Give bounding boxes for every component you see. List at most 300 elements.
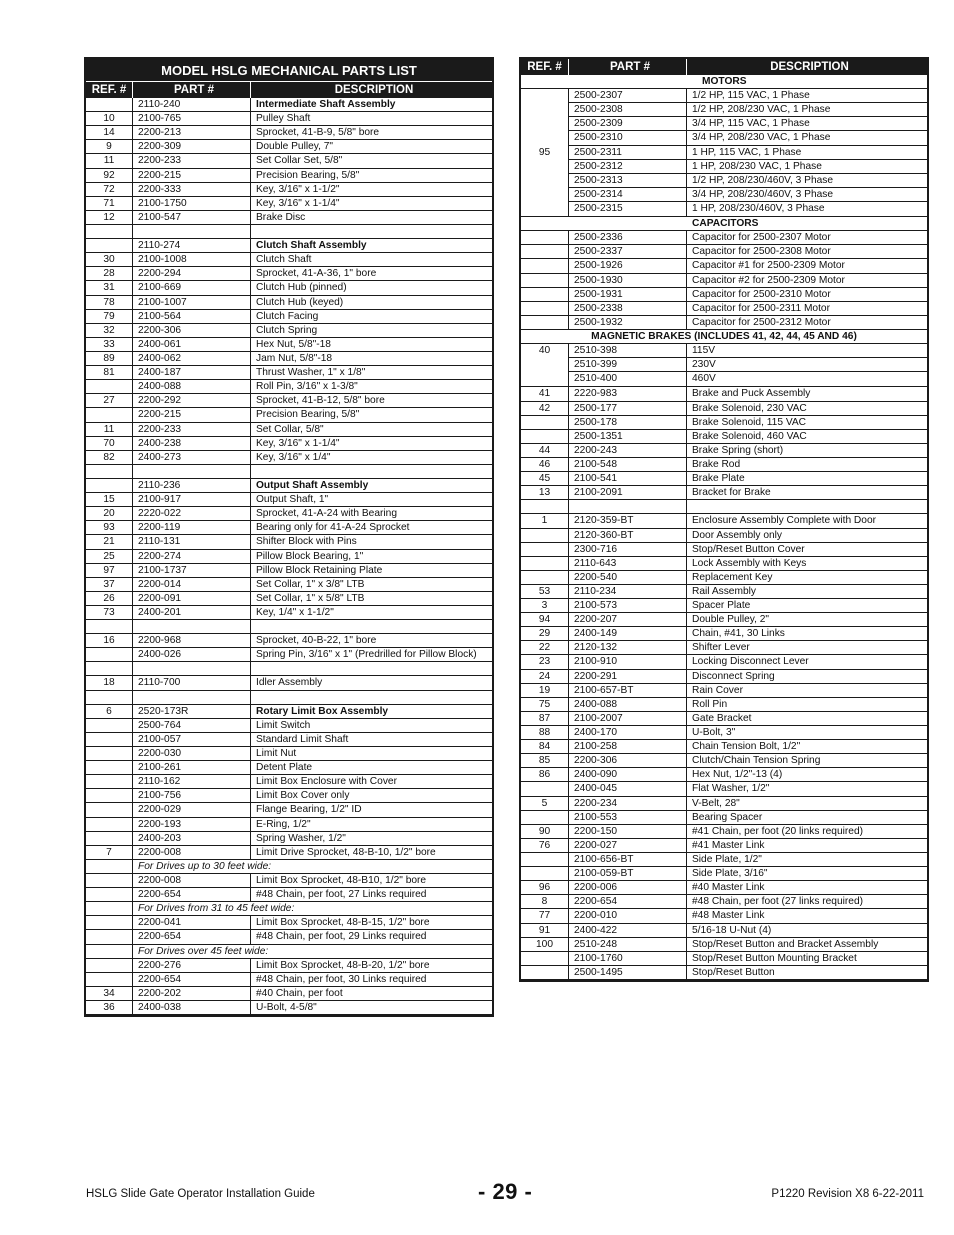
ref-cell: 22 bbox=[521, 641, 569, 654]
description-cell: Jam Nut, 5/8"-18 bbox=[256, 352, 333, 364]
part-number-cell: 2500-2336 bbox=[569, 231, 687, 244]
description-cell: Flange Bearing, 1/2" ID bbox=[256, 804, 362, 816]
part-number-cell: 2200-292 bbox=[133, 394, 251, 407]
part-row bbox=[569, 160, 927, 174]
description-cell: Stop/Reset Button bbox=[692, 966, 775, 978]
part-number-cell: 2100-553 bbox=[569, 811, 687, 824]
part-row bbox=[521, 543, 927, 557]
part-number-cell: 2100-1737 bbox=[133, 564, 251, 577]
description-cell: 115V bbox=[692, 345, 716, 357]
part-number-cell: 2200-294 bbox=[133, 267, 251, 280]
part-number-cell: 2110-700 bbox=[133, 676, 251, 689]
ref-cell: 88 bbox=[521, 726, 569, 739]
description-cell: Sprocket, 40-B-22, 1" bore bbox=[256, 635, 377, 647]
part-row bbox=[521, 274, 927, 288]
part-number-cell: 2400-088 bbox=[133, 380, 251, 393]
part-row bbox=[86, 112, 492, 126]
part-number-cell: 2400-238 bbox=[133, 437, 251, 450]
ref-cell: 19 bbox=[521, 684, 569, 697]
part-row bbox=[521, 571, 927, 585]
ref-cell bbox=[521, 274, 569, 287]
part-number-cell: 2500-178 bbox=[569, 416, 687, 429]
ref-cell: 3 bbox=[521, 599, 569, 612]
assembly-row bbox=[86, 98, 492, 112]
description-cell: 3/4 HP, 208/230 VAC, 1 Phase bbox=[692, 132, 831, 144]
part-row bbox=[521, 430, 927, 444]
part-number-cell: 2400-045 bbox=[569, 782, 687, 795]
description-cell: U-Bolt, 4-5/8" bbox=[256, 1002, 317, 1013]
part-number-cell: 2200-243 bbox=[569, 444, 687, 457]
part-number-cell: 2110-131 bbox=[133, 535, 251, 548]
ref-cell: 87 bbox=[521, 712, 569, 725]
part-row bbox=[86, 888, 492, 902]
ref-cell: 5 bbox=[521, 797, 569, 810]
part-number-cell: 2100-547 bbox=[133, 211, 251, 224]
description-cell: Key, 3/16" x 1-1/4" bbox=[256, 437, 340, 449]
brake-rows bbox=[521, 387, 927, 500]
ref-cell bbox=[86, 465, 133, 478]
ref-cell: 72 bbox=[86, 183, 133, 196]
part-number-cell: 2220-022 bbox=[133, 507, 251, 520]
part-number-cell: 2200-010 bbox=[569, 909, 687, 922]
desc-cell bbox=[251, 662, 492, 675]
part-row bbox=[521, 853, 927, 867]
description-cell: Rail Assembly bbox=[692, 585, 756, 597]
description-cell: Clutch Spring bbox=[256, 324, 318, 336]
part-number-cell: 2200-041 bbox=[133, 916, 251, 929]
description-cell: Capacitor for 2500-2311 Motor bbox=[692, 302, 830, 314]
ref-cell: 92 bbox=[86, 169, 133, 182]
part-number-cell: 2200-233 bbox=[133, 423, 251, 436]
motors-group bbox=[521, 89, 927, 217]
capacitor-rows bbox=[521, 231, 927, 330]
ref-cell: 11 bbox=[86, 154, 133, 167]
ref-header: REF. # bbox=[521, 59, 569, 75]
description-cell: #40 Chain, per foot bbox=[256, 987, 343, 999]
part-row bbox=[569, 202, 927, 216]
footer-guide-title: HSLG Slide Gate Operator Installation Guide bbox=[86, 1188, 315, 1200]
ref-cell: 77 bbox=[521, 909, 569, 922]
part-number-cell: 2500-2307 bbox=[569, 89, 687, 102]
part-row bbox=[86, 154, 492, 168]
part-row bbox=[521, 557, 927, 571]
description-cell: Hex Nut, 5/8"-18 bbox=[256, 338, 331, 350]
note-text: For Drives over 45 feet wide: bbox=[138, 945, 269, 957]
description-cell: Pillow Block Bearing, 1" bbox=[256, 550, 364, 562]
part-number-cell: 2400-203 bbox=[133, 832, 251, 845]
part-number-cell: 2500-2310 bbox=[569, 131, 687, 144]
part-row bbox=[86, 211, 492, 225]
part-number-cell: 2500-1931 bbox=[569, 288, 687, 301]
description-cell: Replacement Key bbox=[692, 571, 773, 583]
part-number-cell: 2100-1007 bbox=[133, 296, 251, 309]
part-number-cell: 2100-756 bbox=[133, 789, 251, 802]
description-cell: Shifter Block with Pins bbox=[256, 536, 357, 548]
part-number-cell: 2100-059-BT bbox=[569, 867, 687, 880]
assembly-row bbox=[86, 239, 492, 253]
part-number-cell: 2100-765 bbox=[133, 112, 251, 125]
part-number-cell: 2500-1926 bbox=[569, 259, 687, 272]
assembly-row bbox=[86, 705, 492, 719]
ref-cell: 20 bbox=[86, 507, 133, 520]
part-number-cell: 2510-400 bbox=[569, 372, 687, 386]
description-cell: 1 HP, 208/230 VAC, 1 Phase bbox=[692, 160, 822, 172]
part-row bbox=[569, 358, 927, 372]
part-number-cell: 2100-2091 bbox=[569, 486, 687, 499]
part-number-cell: 2400-038 bbox=[133, 1001, 251, 1014]
motors-ref: 95 bbox=[521, 89, 569, 216]
part-number-cell: 2400-422 bbox=[569, 924, 687, 937]
ref-cell: 90 bbox=[521, 825, 569, 838]
description-cell: Set Collar, 1" x 3/8" LTB bbox=[256, 578, 365, 590]
part-row bbox=[521, 585, 927, 599]
description-cell: #40 Master Link bbox=[692, 882, 765, 894]
part-number-cell: 2200-654 bbox=[569, 895, 687, 908]
part-row bbox=[521, 811, 927, 825]
part-row bbox=[521, 909, 927, 923]
part-row bbox=[521, 726, 927, 740]
part-row bbox=[521, 316, 927, 330]
ref-cell bbox=[86, 733, 133, 746]
description-cell: #41 Master Link bbox=[692, 839, 765, 851]
part-row bbox=[521, 402, 927, 416]
part-number-cell: 2200-029 bbox=[133, 803, 251, 816]
part-row bbox=[521, 754, 927, 768]
part-row bbox=[86, 761, 492, 775]
part-row bbox=[86, 959, 492, 973]
part-row bbox=[86, 169, 492, 183]
description-cell: 1 HP, 208/230/460V, 3 Phase bbox=[692, 202, 825, 214]
part-row bbox=[521, 712, 927, 726]
ref-cell: 28 bbox=[86, 267, 133, 280]
part-number-cell: 2500-2337 bbox=[569, 245, 687, 258]
part-row bbox=[86, 310, 492, 324]
part-cell bbox=[133, 691, 251, 704]
ref-cell: 97 bbox=[86, 564, 133, 577]
ref-cell: 24 bbox=[521, 670, 569, 683]
ref-cell bbox=[521, 430, 569, 443]
description-cell: Chain, #41, 30 Links bbox=[692, 628, 785, 640]
part-number-cell: 2500-1351 bbox=[569, 430, 687, 443]
part-row bbox=[86, 775, 492, 789]
section-label: MAGNETIC BRAKES (INCLUDES 41, 42, 44, 45 AND 46) bbox=[591, 330, 857, 342]
part-row bbox=[521, 529, 927, 543]
ref-cell bbox=[86, 916, 133, 929]
part-row bbox=[86, 380, 492, 394]
description-cell: Set Collar, 1" x 5/8" LTB bbox=[256, 592, 365, 604]
part-row bbox=[86, 352, 492, 366]
part-row bbox=[569, 372, 927, 386]
brake-voltage-group bbox=[521, 344, 927, 387]
part-number-cell: 2500-764 bbox=[133, 719, 251, 732]
part-number-cell: 2200-333 bbox=[133, 183, 251, 196]
ref-cell bbox=[521, 231, 569, 244]
part-number-cell: 2200-213 bbox=[133, 126, 251, 139]
ref-cell bbox=[521, 557, 569, 570]
ref-cell bbox=[86, 761, 133, 774]
part-number-cell: 2400-201 bbox=[133, 606, 251, 619]
ref-cell: 96 bbox=[521, 881, 569, 894]
ref-cell bbox=[521, 259, 569, 272]
ref-cell: 36 bbox=[86, 1001, 133, 1014]
part-number-cell: 2120-132 bbox=[569, 641, 687, 654]
ref-cell: 94 bbox=[521, 613, 569, 626]
part-number-cell: 2100-1008 bbox=[133, 253, 251, 266]
ref-header: REF. # bbox=[86, 82, 133, 98]
description-cell: Key, 3/16" x 1-1/2" bbox=[256, 183, 340, 195]
part-cell bbox=[133, 662, 251, 675]
part-row bbox=[86, 832, 492, 846]
part-number-cell: 2100-057 bbox=[133, 733, 251, 746]
part-row bbox=[521, 740, 927, 754]
description-cell: Limit Switch bbox=[256, 719, 311, 731]
description-cell: Precision Bearing, 5/8" bbox=[256, 409, 360, 421]
ref-cell: 30 bbox=[86, 253, 133, 266]
ref-cell: 11 bbox=[86, 423, 133, 436]
part-row bbox=[521, 458, 927, 472]
part-number-cell: 2200-215 bbox=[133, 408, 251, 421]
ref-cell bbox=[521, 288, 569, 301]
section-label: CAPACITORS bbox=[692, 218, 759, 230]
description-cell: 1/2 HP, 115 VAC, 1 Phase bbox=[692, 90, 810, 102]
description-cell: Capacitor for 2500-2307 Motor bbox=[692, 232, 831, 244]
ref-cell: 8 bbox=[521, 895, 569, 908]
part-row bbox=[86, 550, 492, 564]
part-row bbox=[86, 846, 492, 860]
ref-cell bbox=[86, 620, 133, 633]
description-cell: Clutch Facing bbox=[256, 310, 319, 322]
part-number-cell: 2200-119 bbox=[133, 521, 251, 534]
description-cell: Side Plate, 3/16" bbox=[692, 868, 768, 880]
ref-cell bbox=[521, 867, 569, 880]
part-number-cell: 2510-248 bbox=[569, 938, 687, 951]
description-cell: 1/2 HP, 208/230/460V, 3 Phase bbox=[692, 174, 834, 186]
description-cell: Flat Washer, 1/2" bbox=[692, 783, 770, 795]
section-label: MOTORS bbox=[702, 76, 747, 87]
description-cell: 1/2 HP, 208/230 VAC, 1 Phase bbox=[692, 104, 831, 116]
part-number-cell: 2110-274 bbox=[133, 239, 251, 252]
ref-cell: 27 bbox=[86, 394, 133, 407]
description-cell: Capacitor #2 for 2500-2309 Motor bbox=[692, 274, 845, 286]
part-number-cell: 2100-657-BT bbox=[569, 684, 687, 697]
part-number-cell: 2400-026 bbox=[133, 648, 251, 661]
part-row bbox=[521, 938, 927, 952]
part-row bbox=[86, 803, 492, 817]
description-cell: 3/4 HP, 115 VAC, 1 Phase bbox=[692, 118, 810, 130]
ref-cell bbox=[86, 662, 133, 675]
part-number-cell: 2200-309 bbox=[133, 140, 251, 153]
part-row bbox=[86, 281, 492, 295]
ref-cell bbox=[521, 302, 569, 315]
ref-cell: 85 bbox=[521, 754, 569, 767]
part-row bbox=[569, 344, 927, 358]
part-number-cell: 2200-207 bbox=[569, 613, 687, 626]
part-number-cell: 2400-187 bbox=[133, 366, 251, 379]
part-number-cell: 2200-215 bbox=[133, 169, 251, 182]
part-row bbox=[86, 408, 492, 422]
ref-cell: 26 bbox=[86, 592, 133, 605]
part-number-cell: 2200-202 bbox=[133, 987, 251, 1000]
ref-cell: 75 bbox=[521, 698, 569, 711]
electrical-parts-table bbox=[519, 57, 929, 982]
description-cell: Limit Nut bbox=[256, 748, 297, 760]
description-cell: Chain Tension Bolt, 1/2" bbox=[692, 741, 801, 753]
description-cell: Key, 3/16" x 1-1/4" bbox=[256, 197, 340, 209]
part-number-cell: 2100-261 bbox=[133, 761, 251, 774]
blank-row bbox=[86, 662, 492, 676]
part-number-cell: 2200-014 bbox=[133, 578, 251, 591]
description-cell: Sprocket, 41-A-36, 1" bore bbox=[256, 268, 377, 280]
blank-row bbox=[521, 500, 927, 514]
part-number-cell: 2400-149 bbox=[569, 627, 687, 640]
ref-cell bbox=[86, 225, 133, 238]
part-row bbox=[521, 387, 927, 401]
part-number-cell: 2100-1750 bbox=[133, 197, 251, 210]
part-cell bbox=[133, 465, 251, 478]
description-cell: Spring Pin, 3/16" x 1" (Predrilled for Pillow Block) bbox=[256, 649, 477, 661]
ref-cell: 7 bbox=[86, 846, 133, 859]
part-number-cell: 2120-359-BT bbox=[569, 514, 687, 527]
part-number-cell: 2400-273 bbox=[133, 451, 251, 464]
drive-width-note bbox=[86, 902, 492, 916]
part-number-cell: 2120-360-BT bbox=[569, 529, 687, 542]
desc-cell bbox=[251, 225, 492, 238]
ref-cell: 76 bbox=[521, 839, 569, 852]
description-cell: Brake and Puck Assembly bbox=[692, 388, 811, 400]
ref-cell bbox=[86, 959, 133, 972]
part-number-cell: 2200-150 bbox=[569, 825, 687, 838]
table-header bbox=[86, 81, 492, 98]
part-number-cell: 2500-2312 bbox=[569, 160, 687, 173]
part-number-cell: 2200-006 bbox=[569, 881, 687, 894]
ref-cell: 81 bbox=[86, 366, 133, 379]
description-cell: Pulley Shaft bbox=[256, 113, 311, 125]
ref-cell: 18 bbox=[86, 676, 133, 689]
description-cell: 3/4 HP, 208/230/460V, 3 Phase bbox=[692, 188, 834, 200]
ref-cell bbox=[86, 98, 133, 111]
description-cell: Clutch Hub (pinned) bbox=[256, 282, 347, 294]
part-row bbox=[86, 789, 492, 803]
part-row bbox=[521, 895, 927, 909]
ref-cell bbox=[86, 973, 133, 986]
ref-cell: 15 bbox=[86, 493, 133, 506]
brake-ref: 40 bbox=[521, 344, 569, 386]
part-number-cell: 2510-399 bbox=[569, 358, 687, 371]
part-header: PART # bbox=[569, 59, 687, 75]
part-row bbox=[569, 146, 927, 160]
part-row bbox=[86, 818, 492, 832]
part-number-cell: 2200-276 bbox=[133, 959, 251, 972]
ref-cell: 46 bbox=[521, 458, 569, 471]
part-row bbox=[521, 768, 927, 782]
ref-cell: 100 bbox=[521, 938, 569, 951]
ref-cell: 42 bbox=[521, 402, 569, 415]
part-row bbox=[521, 231, 927, 245]
assembly-row bbox=[86, 479, 492, 493]
description-cell: Idler Assembly bbox=[256, 677, 323, 689]
ref-cell: 78 bbox=[86, 296, 133, 309]
description-cell: Brake Plate bbox=[692, 473, 745, 485]
part-row bbox=[569, 89, 927, 103]
part-row bbox=[569, 117, 927, 131]
description-cell: Limit Box Cover only bbox=[256, 790, 350, 802]
part-row bbox=[521, 613, 927, 627]
description-cell: #41 Chain, per foot (20 links required) bbox=[692, 825, 864, 837]
part-number-cell: 2200-968 bbox=[133, 634, 251, 647]
description-cell: Rain Cover bbox=[692, 684, 743, 696]
part-row bbox=[86, 874, 492, 888]
description-cell: Output Shaft Assembly bbox=[256, 479, 369, 491]
description-cell: Sprocket, 41-B-9, 5/8" bore bbox=[256, 127, 380, 139]
part-number-cell: 2200-274 bbox=[133, 550, 251, 563]
part-row bbox=[86, 451, 492, 465]
ref-cell: 82 bbox=[86, 451, 133, 464]
desc-cell bbox=[251, 691, 492, 704]
part-row bbox=[86, 394, 492, 408]
description-cell: Limit Box Enclosure with Cover bbox=[256, 776, 397, 788]
part-row bbox=[521, 288, 927, 302]
ref-cell: 29 bbox=[521, 627, 569, 640]
description-cell: Pillow Block Retaining Plate bbox=[256, 564, 383, 576]
part-number-cell: 2400-062 bbox=[133, 352, 251, 365]
misc-rows bbox=[521, 514, 927, 980]
part-row bbox=[86, 126, 492, 140]
part-row bbox=[521, 416, 927, 430]
part-row bbox=[521, 302, 927, 316]
ref-cell bbox=[86, 945, 133, 958]
part-number-cell: 2110-240 bbox=[133, 98, 251, 111]
part-number-cell: 2400-090 bbox=[569, 768, 687, 781]
part-number-cell: 2400-088 bbox=[569, 698, 687, 711]
part-row bbox=[86, 634, 492, 648]
description-cell: Thrust Washer, 1" x 1/8" bbox=[256, 367, 366, 379]
description-cell: Stop/Reset Button Cover bbox=[692, 543, 805, 555]
part-row bbox=[521, 952, 927, 966]
description-cell: Rotary Limit Box Assembly bbox=[256, 705, 389, 717]
description-cell: E-Ring, 1/2" bbox=[256, 818, 311, 830]
ref-cell bbox=[521, 952, 569, 965]
ref-cell bbox=[86, 888, 133, 901]
description-cell: Key, 3/16" x 1/4" bbox=[256, 451, 331, 463]
description-cell: Key, 1/4" x 1-1/2" bbox=[256, 606, 334, 618]
part-row bbox=[86, 338, 492, 352]
part-row bbox=[521, 698, 927, 712]
description-cell: Lock Assembly with Keys bbox=[692, 557, 807, 569]
blank-row bbox=[86, 620, 492, 634]
description-cell: Stop/Reset Button and Bracket Assembly bbox=[692, 938, 879, 950]
description-cell: U-Bolt, 3" bbox=[692, 727, 736, 739]
part-row bbox=[86, 296, 492, 310]
description-cell: Sprocket, 41-B-12, 5/8" bore bbox=[256, 395, 385, 407]
ref-cell bbox=[86, 747, 133, 760]
part-number-cell: 2400-061 bbox=[133, 338, 251, 351]
ref-cell bbox=[521, 811, 569, 824]
description-cell: Precision Bearing, 5/8" bbox=[256, 169, 360, 181]
part-row bbox=[86, 648, 492, 662]
part-row bbox=[521, 966, 927, 980]
part-number-cell: 2200-233 bbox=[133, 154, 251, 167]
part-number-cell: 2200-306 bbox=[133, 324, 251, 337]
part-row bbox=[86, 747, 492, 761]
part-row bbox=[86, 183, 492, 197]
page-number: - 29 - bbox=[478, 1179, 533, 1204]
part-number-cell: 2100-656-BT bbox=[569, 853, 687, 866]
ref-cell: 91 bbox=[521, 924, 569, 937]
description-cell: Bearing only for 41-A-24 Sprocket bbox=[256, 522, 410, 534]
part-row bbox=[86, 253, 492, 267]
ref-cell: 71 bbox=[86, 197, 133, 210]
ref-cell bbox=[86, 239, 133, 252]
